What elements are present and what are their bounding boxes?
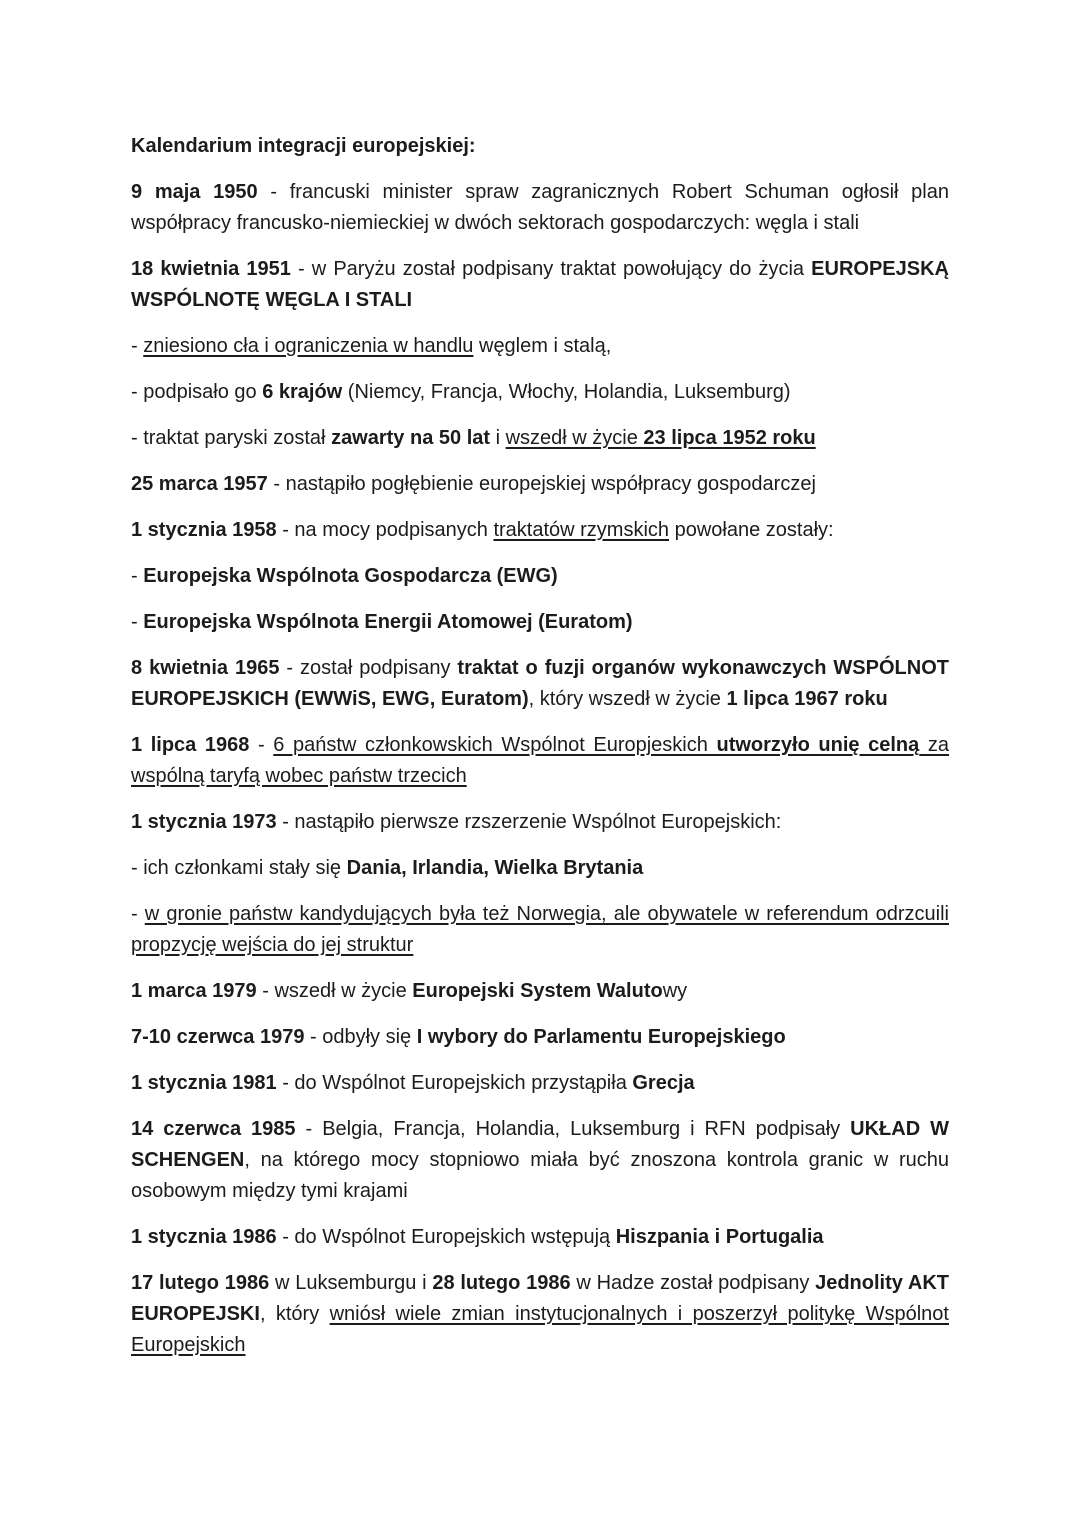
entry-1951-point-2: - podpisało go 6 krajów (Niemcy, Francja, Włochy, Holandia, Luksemburg) <box>131 381 791 403</box>
entry-1951-point-1: - zniesiono cła i ograniczenia w handlu węglem i stalą, <box>131 335 612 357</box>
entry-1973-point-2: - w gronie państw kandydujących była też Norwegia, ale obywatele w referendum odrzcuili propzycję wejścia do jej struktur <box>131 903 949 956</box>
entry-1958-point-1: - Europejska Wspólnota Gospodarcza (EWG) <box>131 565 558 587</box>
entry-1973-point-1: - ich członkami stały się Dania, Irlandia, Wielka Brytania <box>131 857 644 879</box>
entry-date: 1 stycznia 1986 <box>131 1226 277 1248</box>
entry-1973: 1 stycznia 1973 - nastąpiło pierwsze rzszerzenie Wspólnot Europejskich: <box>131 811 782 833</box>
entry-date: 1 stycznia 1973 <box>131 811 277 833</box>
entry-date: 1 stycznia 1958 <box>131 519 277 541</box>
entry-date: 1 marca 1979 <box>131 980 257 1002</box>
entry-date: 1 stycznia 1981 <box>131 1072 277 1094</box>
entry-1979-ems: 1 marca 1979 - wszedł w życie Europejski System Walutowy <box>131 980 688 1002</box>
entry-1968: 1 lipca 1968 - 6 państw członkowskich Wspólnot Europjeskich utworzyło unię celną za wspólną taryfą wobec państw trzecich <box>131 734 950 787</box>
document-page <box>131 131 949 1376</box>
entry-1951-point-3: - traktat paryski został zawarty na 50 lat i wszedł w życie 23 lipca 1952 roku <box>131 427 816 449</box>
entry-date: 28 lutego 1986 <box>432 1272 571 1294</box>
entry-date: 9 maja 1950 <box>131 181 258 203</box>
entry-1981: 1 stycznia 1981 - do Wspólnot Europejskich przystąpiła Grecja <box>131 1072 695 1094</box>
entry-date: 7-10 czerwca 1979 <box>131 1026 305 1048</box>
entry-date: 25 marca 1957 <box>131 473 268 495</box>
entry-1985: 14 czerwca 1985 - Belgia, Francja, Holandia, Luksemburg i RFN podpisały UKŁAD W SCHENGEN, na którego mocy stopniowo miała być znoszona kontrola granic w ruchu osobowym między tymi krajami <box>131 1118 949 1202</box>
entry-1986-accession: 1 stycznia 1986 - do Wspólnot Europejskich wstępują Hiszpania i Portugalia <box>131 1226 824 1248</box>
entry-1958-point-2: - Europejska Wspólnota Energii Atomowej (Euratom) <box>131 611 633 633</box>
entry-date: 1 lipca 1968 <box>131 734 250 756</box>
entry-1951: 18 kwietnia 1951 - w Paryżu został podpisany traktat powołujący do życia EUROPEJSKĄ WSPÓLNOTĘ WĘGLA I STALI <box>131 258 949 311</box>
entry-1979-elections: 7-10 czerwca 1979 - odbyły się I wybory do Parlamentu Europejskiego <box>131 1026 786 1048</box>
entry-date: 18 kwietnia 1951 <box>131 258 291 280</box>
entry-1958: 1 stycznia 1958 - na mocy podpisanych traktatów rzymskich powołane zostały: <box>131 519 834 541</box>
entry-1986-single-act: 17 lutego 1986 w Luksemburgu i 28 lutego 1986 w Hadze został podpisany Jednolity AKT EUROPEJSKI, który wniósł wiele zmian instytucjonalnych i poszerzył politykę Wspólnot Europejskich <box>131 1272 950 1356</box>
entry-date: 14 czerwca 1985 <box>131 1118 296 1140</box>
entry-1957: 25 marca 1957 - nastąpiło pogłębienie europejskiej współpracy gospodarczej <box>131 473 816 495</box>
entry-1965: 8 kwietnia 1965 - został podpisany traktat o fuzji organów wykonawczych WSPÓLNOT EUROPEJSKICH (EWWiS, EWG, Euratom), który wszedł w życie 1 lipca 1967 roku <box>131 657 949 710</box>
entry-date: 8 kwietnia 1965 <box>131 657 280 679</box>
document-title: Kalendarium integracji europejskiej: <box>131 135 476 157</box>
entry-1950: 9 maja 1950 - francuski minister spraw zagranicznych Robert Schuman ogłosił plan współpracy francusko-niemieckiej w dwóch sektorach gospodarczych: węgla i stali <box>131 181 949 234</box>
entry-date: 17 lutego 1986 <box>131 1272 270 1294</box>
